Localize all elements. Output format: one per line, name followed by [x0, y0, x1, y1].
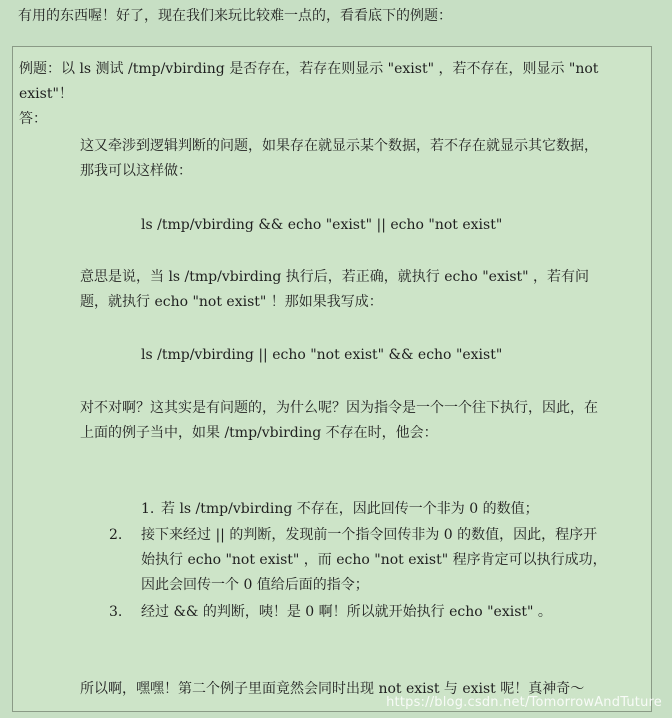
list-item-number: 2.	[109, 527, 123, 543]
example-question-line2: exist"！	[19, 86, 73, 102]
list-item-2-line2: 始执行 echo "not exist" ，而 echo "not exist" 程序肯定可以执行成功，	[141, 552, 607, 568]
example-box	[12, 46, 652, 712]
answer-label: 答：	[19, 111, 47, 127]
code-line-1: ls /tmp/vbirding && echo "exist" || echo "not exist"	[141, 217, 503, 233]
list-item-2-line3: 因此会回传一个 0 值给后面的指令；	[141, 577, 369, 593]
para1-line1: 这又牵涉到逻辑判断的问题，如果存在就显示某个数据，若不存在就显示其它数据，	[80, 138, 598, 154]
list-item-1-line1: 若 ls /tmp/vbirding 不存在，因此回传一个非为 0 的数值；	[161, 501, 539, 517]
code-line-2: ls /tmp/vbirding || echo "not exist" && echo "exist"	[141, 347, 503, 363]
example-question-line1: 例题：以 ls 测试 /tmp/vbirding 是否存在，若存在则显示 "exist" ，若不存在，则显示 "not	[19, 61, 599, 77]
closing-text: 所以啊，嘿嘿！第二个例子里面竟然会同时出现 not exist 与 exist 呢！真神奇～	[80, 681, 585, 697]
para3-line2: 上面的例子当中，如果 /tmp/vbirding 不存在时，他会：	[80, 425, 438, 441]
para2-line1: 意思是说，当 ls /tmp/vbirding 执行后，若正确，就执行 echo "exist" ，若有问	[80, 269, 590, 285]
list-item-3-line1: 经过 && 的判断，咦！是 0 啊！所以就开始执行 echo "exist" 。	[141, 604, 552, 620]
intro-text: 有用的东西喔！好了，现在我们来玩比较难一点的，看看底下的例题：	[18, 8, 452, 24]
para2-line2: 题，就执行 echo "not exist" ！那如果我写成：	[80, 294, 383, 310]
para3-line1: 对不对啊？这其实是有问题的，为什么呢？因为指令是一个一个往下执行，因此，在	[80, 400, 598, 416]
list-item-number: 3.	[109, 604, 123, 620]
para1-line2: 那我可以这样做：	[80, 163, 192, 179]
list-item-number: 1.	[141, 501, 155, 517]
watermark: https://blog.csdn.net/TomorrowAndTuture	[386, 695, 662, 710]
list-item-2-line1: 接下来经过 || 的判断，发现前一个指令回传非为 0 的数值，因此，程序开	[141, 527, 598, 543]
